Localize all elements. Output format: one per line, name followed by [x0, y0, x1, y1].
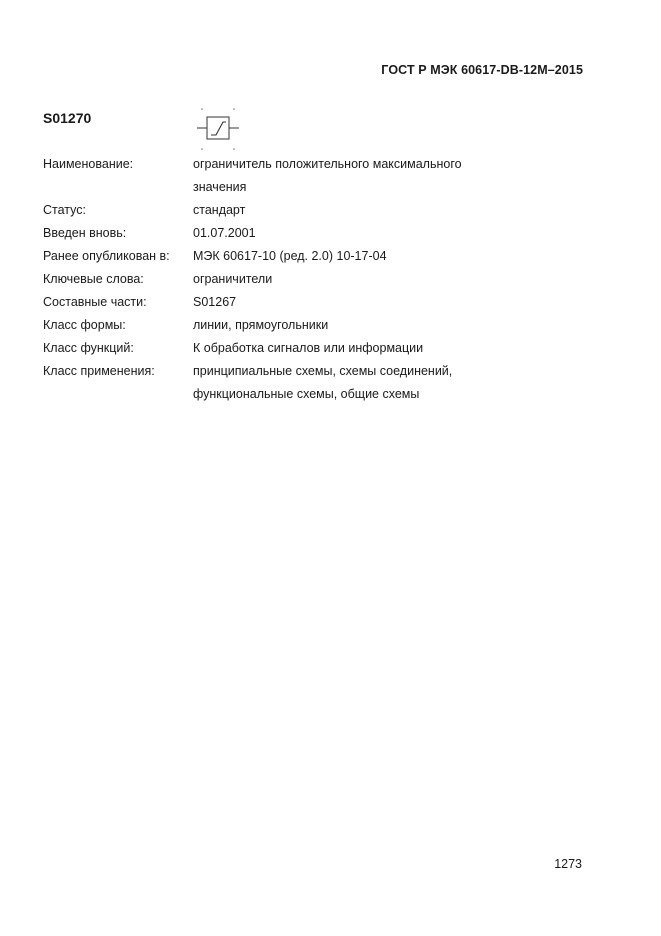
field-value [193, 360, 563, 406]
field-label: Ключевые слова: [43, 272, 144, 286]
field-label: Составные части: [43, 295, 147, 309]
field-value: К обработка сигналов или информации [193, 341, 424, 355]
value-line: ограничитель положительного максимального [193, 157, 462, 171]
field-label: Статус: [43, 203, 86, 217]
value-line: значения [193, 180, 247, 194]
field-status [43, 199, 563, 222]
field-keywords [43, 268, 563, 291]
attribute-table [43, 153, 563, 406]
field-value: 01.07.2001 [193, 226, 256, 240]
field-shape-class [43, 314, 563, 337]
field-value [193, 153, 563, 199]
field-value: линии, прямоугольники [193, 318, 329, 332]
field-label: Класс применения: [43, 364, 155, 378]
field-previously-published [43, 245, 563, 268]
field-name [43, 153, 563, 199]
value-line: функциональные схемы, общие схемы [193, 387, 420, 401]
field-label: Класс формы: [43, 318, 126, 332]
field-label: Наименование: [43, 157, 134, 171]
field-function-class [43, 337, 563, 360]
page-number: 1273 [554, 857, 582, 871]
field-application-class [43, 360, 563, 406]
field-value: МЭК 60617-10 (ред. 2.0) 10-17-04 [193, 249, 387, 263]
field-introduced [43, 222, 563, 245]
standard-title: ГОСТ Р МЭК 60617-DB-12M–2015 [381, 63, 583, 77]
field-label: Класс функций: [43, 341, 134, 355]
field-value: ограничители [193, 272, 273, 286]
limiter-symbol-icon [196, 106, 260, 152]
field-label: Ранее опубликован в: [43, 249, 170, 263]
field-value: стандарт [193, 203, 246, 217]
value-line: принципиальные схемы, схемы соединений, [193, 364, 453, 378]
symbol-code: S01270 [43, 110, 92, 126]
field-value: S01267 [193, 295, 237, 309]
field-label: Введен вновь: [43, 226, 127, 240]
field-components [43, 291, 563, 314]
